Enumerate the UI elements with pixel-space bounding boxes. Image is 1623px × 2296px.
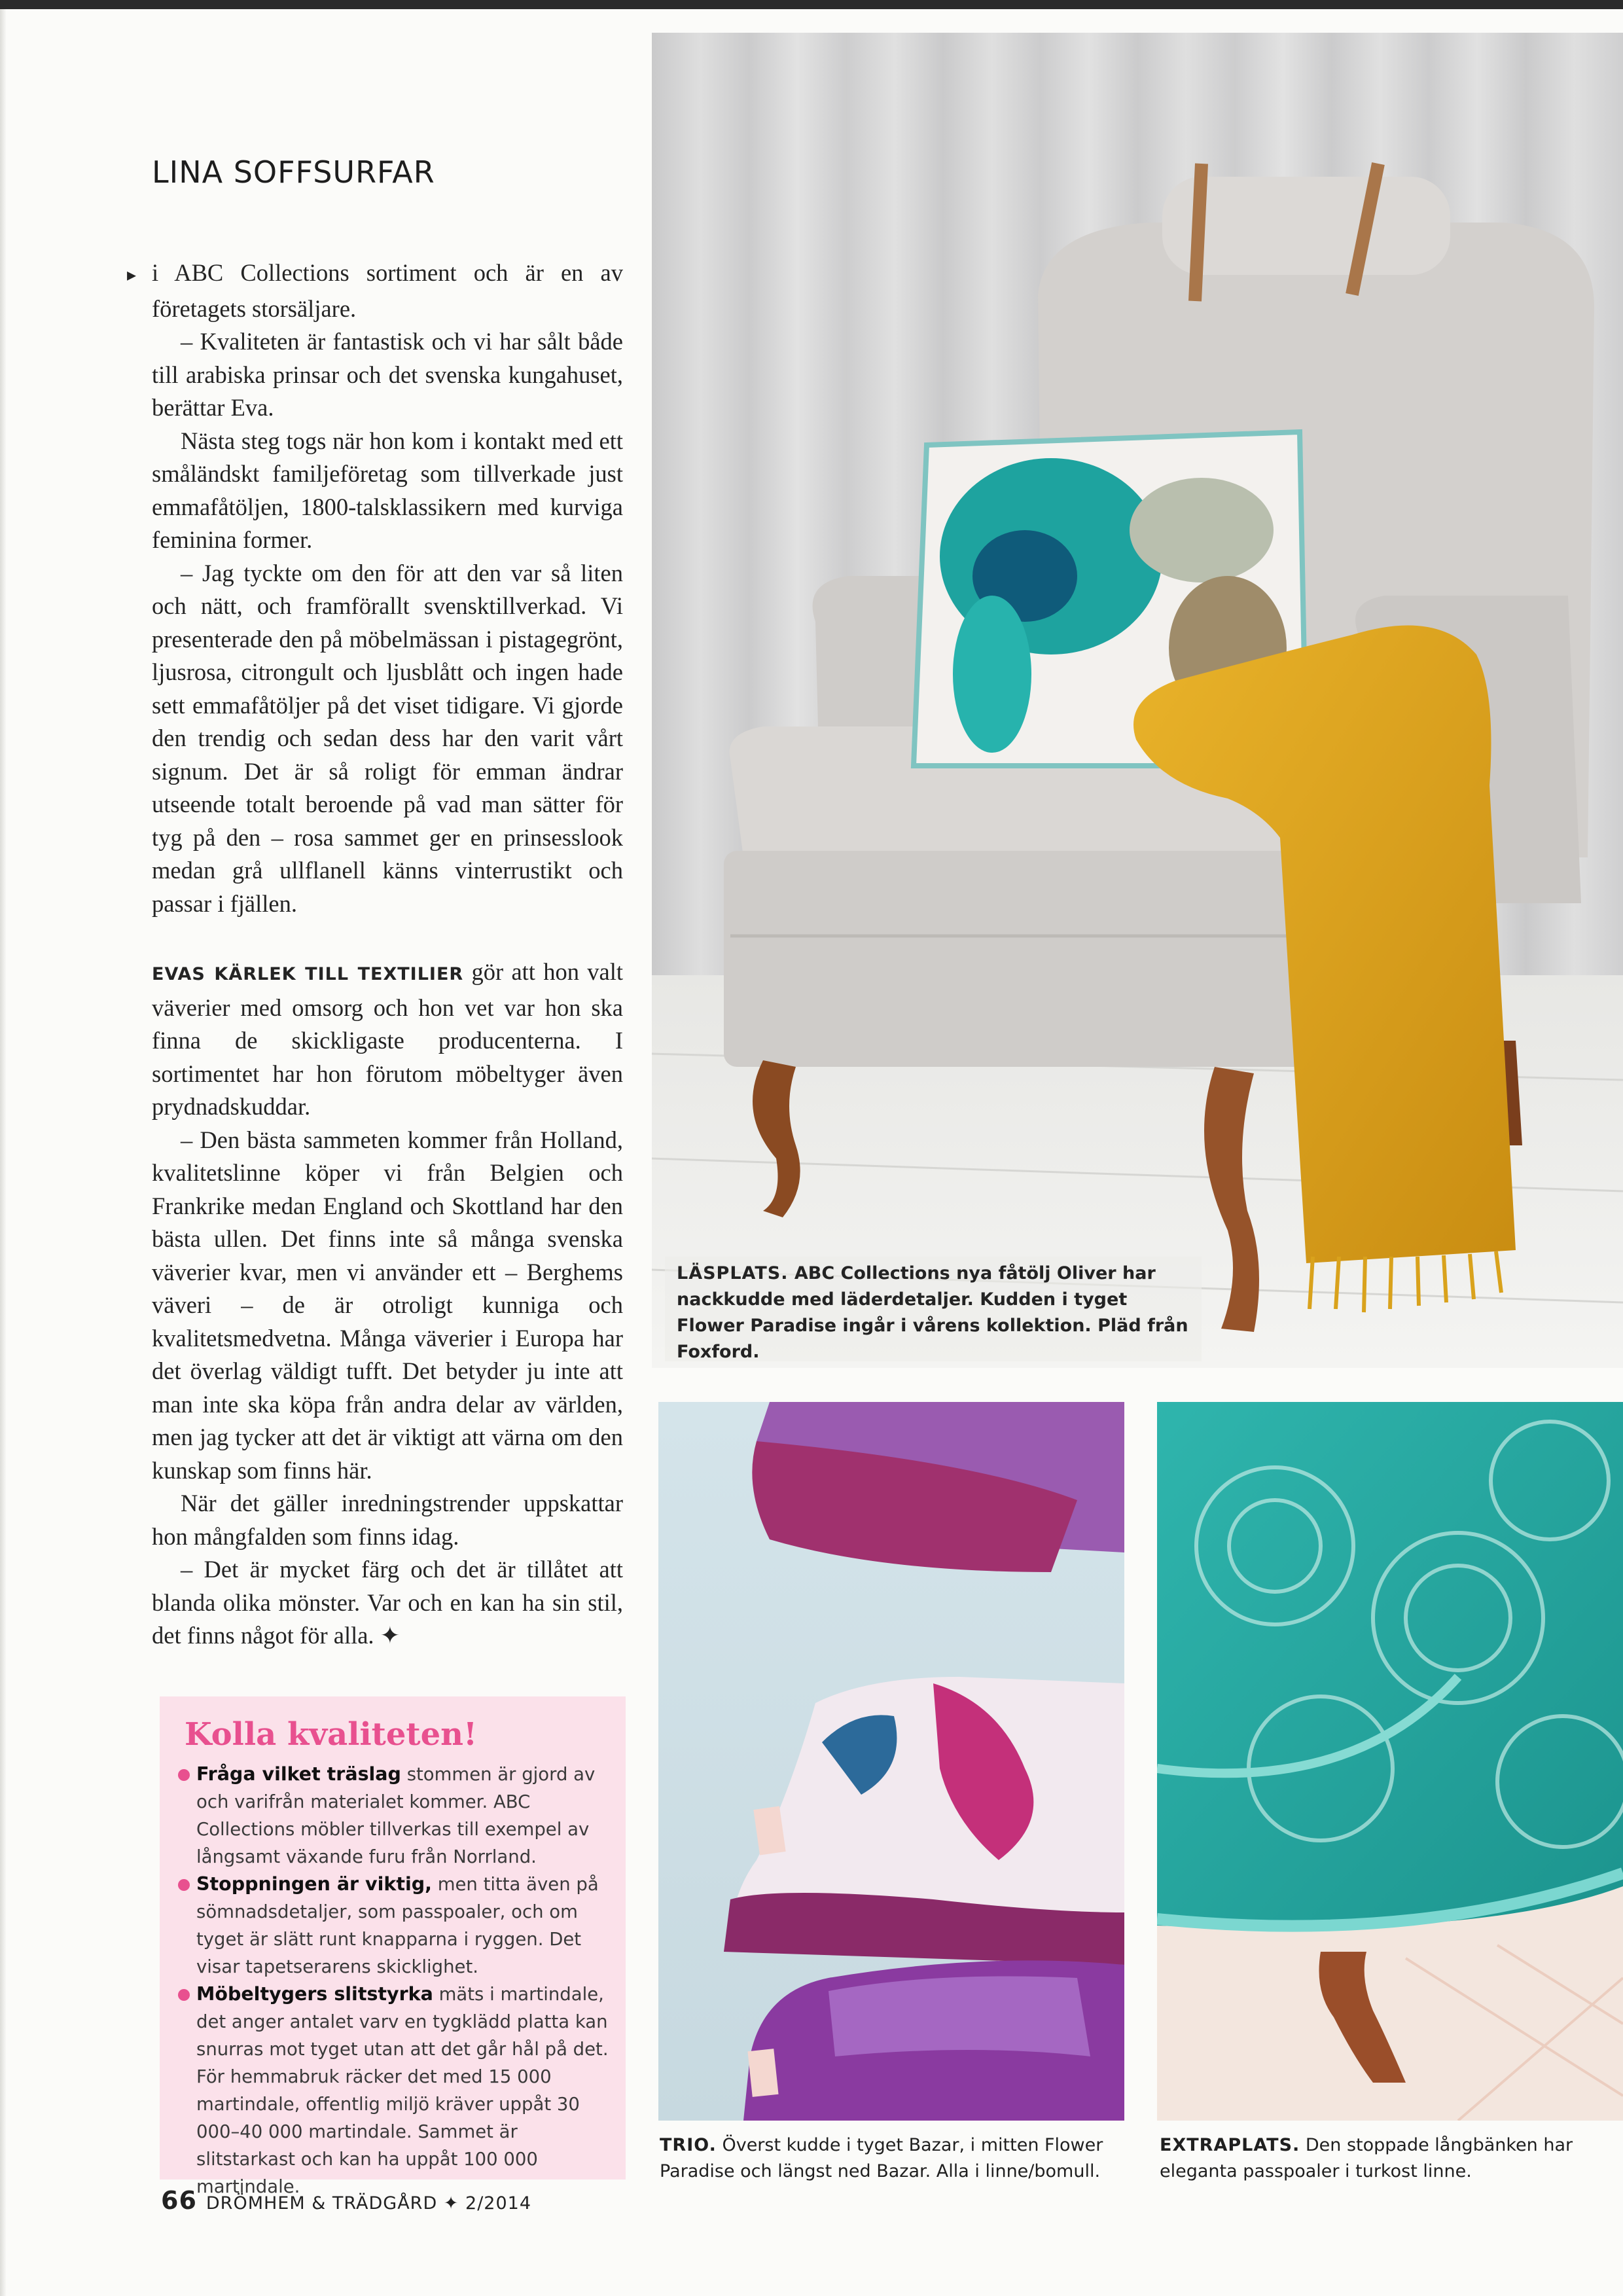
factbox-item: Stoppningen är viktig, men titta även på sömnadsdetaljer, som passpoaler, och om tyget är slätt runt knapparna i ryggen. Det visar tapetserarens skicklighet. bbox=[175, 1871, 609, 1981]
paragraph: – Kvaliteten är fantastisk och vi har sålt både till arabiska prinsar och det svenska kungahuset, berättar Eva. bbox=[152, 328, 623, 421]
bench-photo bbox=[1157, 1402, 1623, 2121]
paragraph: – Det är mycket färg och det är tillåtet att blanda olika mönster. Var och en kan ha sin stil, det finns något för alla. ✦ bbox=[152, 1556, 623, 1649]
paragraph: – Jag tyckte om den för att den var så liten och nätt, och framförallt svensktillverkad. Vi presenterade den på möbelmässan i pistagegrönt, ljusrosa, citrongult och ljusblått och ingen hade sett emmafåtöljer på det viset tidigare. Vi gjorde den trendig och sedan dess har den varit vårt signum. Det är så roligt för emman ändrar utseende totalt beroende på vad man sätter för tyg på den – rosa sammet ger en prinsesslook medan grå ullflanell känns vinterrustikt och passar i fjällen. bbox=[152, 559, 623, 917]
continuation-arrow-icon: ▸ bbox=[127, 265, 137, 285]
factbox-title: Kolla kvaliteten! bbox=[185, 1716, 478, 1753]
caption-extra: EXTRAPLATS. Den stoppade långbänken har eleganta passpoaler i turkost linne. bbox=[1160, 2135, 1573, 2181]
scan-left-edge bbox=[0, 9, 7, 2296]
runin-heading: EVAS KÄRLEK TILL TEXTILIER bbox=[152, 964, 464, 984]
factbox-item: Möbeltygers slitstyrka mäts i martindale, det anger antalet varv en tygklädd platta kan snurras mot tyget utan att det går hål på det. För hemmabruk räcker det med 15 000 martindale, offentlig miljö kräver uppåt 30 000–40 000 martindale. Sammet är slitstarkast och kan ha uppåt 100 000 martindale. bbox=[175, 1981, 609, 2200]
bullet-dot-icon bbox=[178, 1879, 190, 1891]
armchair-photo bbox=[652, 33, 1623, 1368]
bullet-dot-icon bbox=[178, 1989, 190, 2001]
factbox bbox=[160, 1696, 626, 2197]
section-title: LINA SOFFSURFAR bbox=[152, 154, 435, 190]
paragraph: – Den bästa sammeten kommer från Holland, kvalitetslinne köper vi från Belgien och Frankrike medan England och Skottland har den bästa ullen. Det finns inte så många svenska väverier kvar, men vi använder ett – Berghems väveri – de är otroligt kunniga och kvalitetsmedvetna. Många väverier i Europa har det överlag väldigt tufft. Det betyder ju inte att man inte ska köpa från andra delar av världen, men jag tycker att det är viktigt att värna om den kunskap som finns här. bbox=[152, 1126, 623, 1484]
paragraph: ▸ i ABC Collections sortiment och är en av företagets storsäljare. bbox=[127, 259, 623, 322]
page-number: 66 bbox=[161, 2186, 197, 2215]
paragraph: Nästa steg togs när hon kom i kontakt med ett småländskt familjeföretag som tillverkade just emmafåtöljen, 1800-talsklassikern med kurviga feminina former. bbox=[152, 427, 623, 553]
paragraph: När det gäller inredningstrender uppskattar hon mångfalden som finns idag. bbox=[152, 1490, 623, 1550]
cushions-image bbox=[658, 1402, 1124, 2121]
cushions-photo bbox=[658, 1402, 1124, 2121]
scan-top-edge bbox=[0, 0, 1623, 9]
caption-trio: TRIO. Överst kudde i tyget Bazar, i mitten Flower Paradise och längst ned Bazar. Alla i linne/bomull. bbox=[660, 2135, 1103, 2181]
paragraph: EVAS KÄRLEK TILL TEXTILIER gör att hon valt väverier med omsorg och hon vet var hon ska finna de skickligaste producenterna. I sortimentet har hon förutom möbeltyger även prydnadskuddar. bbox=[152, 958, 623, 1120]
bullet-dot-icon bbox=[178, 1769, 190, 1781]
factbox-item: Fråga vilket träslag stommen är gjord av och varifrån materialet kommer. ABC Collections möbler tillverkas till exempel av långsamt växande furu från Norrland. bbox=[175, 1761, 609, 1871]
article-body bbox=[127, 257, 623, 1653]
paragraph-gap bbox=[152, 920, 623, 956]
factbox-list bbox=[175, 1761, 609, 2200]
page-footer bbox=[161, 2186, 531, 2215]
bench-image bbox=[1157, 1402, 1623, 2121]
armchair-image bbox=[652, 33, 1623, 1368]
caption-main: LÄSPLATS. ABC Collections nya fåtölj Oliver har nackkudde med läderdetaljer. Kudden i tyget Flower Paradise ingår i vårens kollektion. Pläd från Foxford. bbox=[677, 1263, 1188, 1362]
magazine-issue: DRÖMHEM & TRÄDGÅRD ✦ 2/2014 bbox=[205, 2193, 532, 2214]
